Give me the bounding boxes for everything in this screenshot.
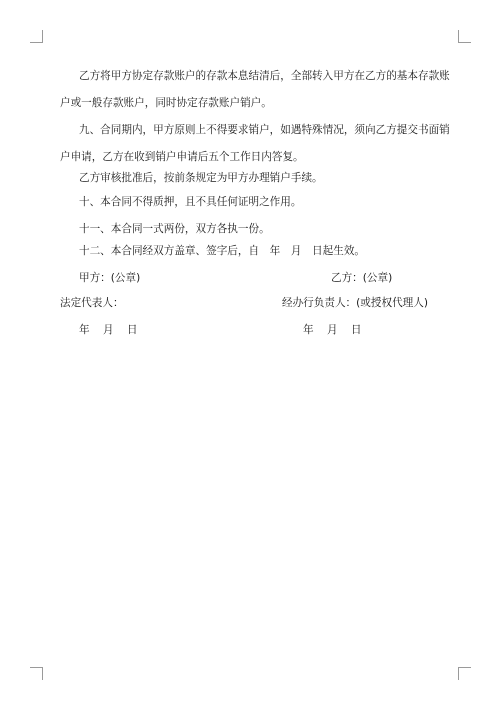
clause-nine-line-1: 九、合同期内，甲方原则上不得要求销户，如遇特殊情况，须向乙方提交书面销 bbox=[79, 124, 450, 136]
clause-eleven: 十一、本合同一式两份，双方各执一份。 bbox=[79, 223, 270, 235]
branch-manager-label: 经办行负责人：(或授权代理人) bbox=[282, 297, 428, 309]
party-b-date: 年 月 日 bbox=[303, 324, 362, 336]
crop-mark-bottom-right bbox=[458, 667, 471, 680]
clause-ten: 十、本合同不得质押，且不具任何证明之作用。 bbox=[79, 196, 302, 208]
party-b-seal-label: 乙方：(公章) bbox=[331, 272, 393, 284]
party-a-seal-label: 甲方：(公章) bbox=[79, 272, 141, 284]
crop-mark-bottom-left bbox=[30, 667, 43, 680]
clause-eight-line-1: 乙方将甲方协定存款账户的存款本息结清后，全部转入甲方在乙方的基本存款账 bbox=[79, 70, 450, 82]
clause-nine-approval: 乙方审核批准后，按前条规定为甲方办理销户手续。 bbox=[79, 172, 323, 184]
legal-representative-label: 法定代表人： bbox=[60, 297, 124, 309]
clause-nine-line-2: 户申请，乙方在收到销户申请后五个工作日内答复。 bbox=[60, 151, 304, 163]
crop-mark-top-right bbox=[458, 30, 471, 43]
clause-twelve: 十二、本合同经双方盖章、签字后，自 年 月 日起生效。 bbox=[79, 245, 366, 257]
clause-eight-line-2: 户或一般存款账户，同时协定存款账户销户。 bbox=[60, 97, 272, 109]
party-a-date: 年 月 日 bbox=[79, 324, 138, 336]
crop-mark-top-left bbox=[30, 30, 43, 43]
